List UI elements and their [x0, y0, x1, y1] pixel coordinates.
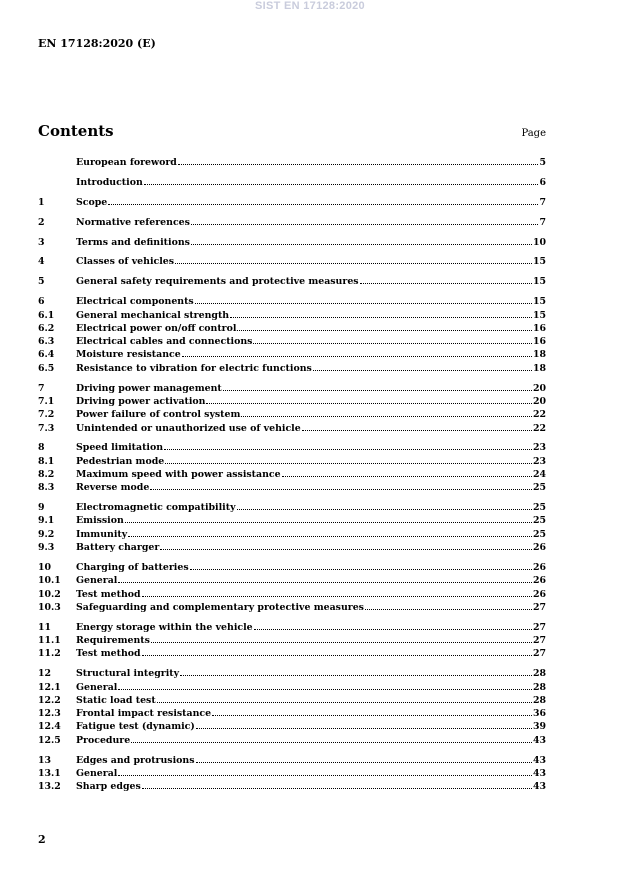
- toc-leader-dots: [157, 701, 532, 703]
- toc-entry[interactable]: [38, 574, 546, 587]
- toc-entry-number: 9: [38, 502, 45, 514]
- toc-entry-number: 9.2: [38, 528, 55, 540]
- toc-entry-title: Procedure: [76, 734, 131, 746]
- toc-entry-number: 6.5: [38, 362, 55, 374]
- toc-entry-page: 10: [532, 236, 546, 248]
- toc-leader-dots: [360, 282, 532, 284]
- toc-entry-title: Pedestrian mode: [76, 455, 165, 467]
- toc-entry-title: Electrical power on/off control: [76, 322, 237, 334]
- toc-entry-number: 9.1: [38, 515, 55, 527]
- toc-entry[interactable]: [38, 667, 546, 680]
- toc-leader-dots: [237, 508, 532, 510]
- toc-entry[interactable]: [38, 196, 546, 209]
- toc-entry-number: 8.1: [38, 455, 55, 467]
- toc-entry-number: 6.1: [38, 309, 55, 321]
- toc-entry-page: 36: [532, 708, 546, 720]
- toc-entry[interactable]: [38, 481, 546, 494]
- toc-entry-page: 18: [532, 349, 546, 361]
- toc-entry-page: 24: [532, 468, 546, 480]
- toc-leader-dots: [142, 787, 532, 789]
- toc-entry[interactable]: [38, 309, 546, 322]
- toc-entry-title: Moisture resistance: [76, 349, 181, 361]
- toc-entry[interactable]: [38, 295, 546, 308]
- toc-leader-dots: [178, 163, 539, 165]
- toc-entry-title: Maximum speed with power assistance: [76, 468, 281, 480]
- toc-leader-dots: [196, 761, 532, 763]
- toc-leader-dots: [142, 654, 532, 656]
- toc-entry-title: Speed limitation: [76, 442, 164, 454]
- toc-leader-dots: [118, 581, 532, 583]
- toc-entry-page: 28: [532, 668, 546, 680]
- toc-leader-dots: [191, 243, 532, 245]
- toc-entry[interactable]: [38, 255, 546, 268]
- toc-entry-number: 9.3: [38, 542, 55, 554]
- toc-entry[interactable]: [38, 422, 546, 435]
- toc-entry-page: 25: [532, 515, 546, 527]
- toc-entry-title: Emission: [76, 515, 124, 527]
- toc-entry-number: 5: [38, 276, 45, 288]
- toc-entry[interactable]: [38, 541, 546, 554]
- toc-entry-title: Safeguarding and complementary protective measures: [76, 601, 364, 613]
- toc-entry-title: Edges and protrusions: [76, 754, 195, 766]
- toc-entry[interactable]: [38, 176, 546, 189]
- toc-entry-title: Power failure of control system: [76, 409, 241, 421]
- toc-entry-page: 7: [539, 196, 546, 208]
- toc-leader-dots: [165, 462, 532, 464]
- toc-entry[interactable]: [38, 621, 546, 634]
- toc-entry-number: 6.2: [38, 322, 55, 334]
- toc-entry[interactable]: [38, 468, 546, 481]
- toc-leader-dots: [142, 595, 532, 597]
- toc-entry-title: Driving power activation: [76, 395, 206, 407]
- toc-leader-dots: [365, 608, 532, 610]
- toc-entry-number: 10.2: [38, 588, 61, 600]
- toc-entry-page: 23: [532, 442, 546, 454]
- toc-leader-dots: [237, 329, 532, 331]
- toc-entry-title: General mechanical strength: [76, 309, 230, 321]
- toc-entry[interactable]: [38, 707, 546, 720]
- toc-entry-title: Driving power management: [76, 382, 222, 394]
- toc-entry-page: 28: [532, 694, 546, 706]
- toc-entry[interactable]: [38, 275, 546, 288]
- toc-entry[interactable]: [38, 216, 546, 229]
- toc-leader-dots: [175, 262, 532, 264]
- toc-entry[interactable]: [38, 514, 546, 527]
- toc-entry[interactable]: [38, 335, 546, 348]
- toc-entry-title: Static load test: [76, 694, 156, 706]
- toc-entry-title: General: [76, 575, 118, 587]
- toc-entry-page: 26: [532, 588, 546, 600]
- page-number: 2: [38, 833, 46, 846]
- toc-leader-dots: [182, 355, 532, 357]
- toc-entry-page: 5: [539, 157, 546, 168]
- toc-entry[interactable]: [38, 720, 546, 733]
- toc-entry-page: 39: [532, 721, 546, 733]
- toc-leader-dots: [118, 688, 532, 690]
- toc-entry-number: 1: [38, 196, 45, 208]
- toc-entry-page: 20: [532, 395, 546, 407]
- toc-entry-title: Scope: [76, 196, 108, 208]
- toc-leader-dots: [190, 568, 532, 570]
- toc-entry-number: 4: [38, 256, 45, 268]
- toc-entry-number: 11: [38, 621, 52, 633]
- toc-entry-title: Sharp edges: [76, 781, 141, 793]
- toc-leader-dots: [118, 774, 532, 776]
- toc-entry-page: 15: [532, 256, 546, 268]
- toc-entry-number: 7.3: [38, 422, 55, 434]
- toc-entry-page: 22: [532, 409, 546, 421]
- toc-entry-title: Normative references: [76, 216, 190, 228]
- toc-entry-page: 22: [532, 422, 546, 434]
- toc-leader-dots: [223, 389, 532, 391]
- toc-entry[interactable]: [38, 767, 546, 780]
- toc-entry-page: 15: [532, 276, 546, 288]
- toc-entry[interactable]: [38, 681, 546, 694]
- toc-entry-title: Battery charger: [76, 542, 160, 554]
- toc-entry-number: 10: [38, 561, 52, 573]
- toc-entry[interactable]: [38, 348, 546, 361]
- toc-entry-number: 6.4: [38, 349, 55, 361]
- toc-entry-page: 15: [532, 309, 546, 321]
- toc-entry-page: 20: [532, 382, 546, 394]
- toc-entry[interactable]: [38, 382, 546, 395]
- toc-entry-title: Test method: [76, 648, 141, 660]
- toc-entry-title: Charging of batteries: [76, 561, 189, 573]
- toc-leader-dots: [164, 448, 532, 450]
- toc-entry-number: 12.1: [38, 681, 61, 693]
- toc-entry-page: 43: [532, 781, 546, 793]
- toc-entry[interactable]: [38, 395, 546, 408]
- toc-entry-page: 18: [532, 362, 546, 374]
- toc-entry-title: Electrical components: [76, 296, 194, 308]
- toc-leader-dots: [191, 223, 539, 225]
- toc-entry-page: 27: [532, 621, 546, 633]
- toc-entry-number: 8: [38, 442, 45, 454]
- toc-entry[interactable]: [38, 455, 546, 468]
- toc-entry-number: 6: [38, 296, 45, 308]
- toc-leader-dots: [180, 674, 532, 676]
- toc-entry-number: 8.2: [38, 468, 55, 480]
- toc-entry-title: European foreword: [76, 157, 177, 168]
- toc-entry-page: 26: [532, 542, 546, 554]
- watermark: SIST EN 17128:2020: [255, 0, 365, 12]
- toc-entry-title: Requirements: [76, 635, 150, 647]
- toc-entry-page: 25: [532, 482, 546, 494]
- toc-entry[interactable]: [38, 601, 546, 614]
- toc-entry-page: 27: [532, 601, 546, 613]
- toc-entry[interactable]: [38, 156, 546, 169]
- toc-entry-page: 15: [532, 296, 546, 308]
- toc-entry[interactable]: [38, 322, 546, 335]
- toc-entry[interactable]: [38, 647, 546, 660]
- toc-entry-title: Classes of vehicles: [76, 256, 175, 268]
- toc-entry-title: General: [76, 681, 118, 693]
- toc-leader-dots: [128, 535, 532, 537]
- toc-entry[interactable]: [38, 588, 546, 601]
- toc-entry-page: 16: [532, 336, 546, 348]
- toc-leader-dots: [302, 429, 532, 431]
- toc-entry[interactable]: [38, 528, 546, 541]
- toc-entry-title: General safety requirements and protective measures: [76, 276, 359, 288]
- toc-leader-dots: [125, 521, 532, 523]
- toc-entry[interactable]: [38, 408, 546, 421]
- toc-entry[interactable]: [38, 236, 546, 249]
- toc-entry-number: 12.5: [38, 734, 61, 746]
- toc-entry[interactable]: [38, 754, 546, 767]
- toc-entry-page: 43: [532, 754, 546, 766]
- toc-leader-dots: [254, 628, 532, 630]
- toc-entry-page: 43: [532, 767, 546, 779]
- toc-entry-page: 6: [539, 176, 546, 188]
- toc-entry-title: Frontal impact resistance: [76, 708, 212, 720]
- toc-entry-title: Electromagnetic compatibility: [76, 502, 236, 514]
- toc-entry-number: 7.2: [38, 409, 55, 421]
- toc-entry-page: 7: [539, 216, 546, 228]
- toc-entry-title: Immunity: [76, 528, 128, 540]
- toc-entry-number: 11.2: [38, 648, 61, 660]
- toc-leader-dots: [282, 475, 532, 477]
- toc-entry[interactable]: [38, 441, 546, 454]
- toc-entry-title: Electrical cables and connections: [76, 336, 253, 348]
- toc-leader-dots: [313, 369, 532, 371]
- toc-entry-title: Resistance to vibration for electric functions: [76, 362, 312, 374]
- toc-entry-number: 13: [38, 754, 52, 766]
- toc-entry-page: 26: [532, 561, 546, 573]
- toc-leader-dots: [230, 316, 532, 318]
- contents-heading: Contents: [38, 122, 114, 140]
- toc-leader-dots: [108, 203, 538, 205]
- toc-entry-number: 3: [38, 236, 45, 248]
- toc-entry-page: 27: [532, 648, 546, 660]
- toc-entry-number: 13.1: [38, 767, 61, 779]
- toc-entry-page: 43: [532, 734, 546, 746]
- toc-entry-title: Structural integrity: [76, 668, 180, 680]
- toc-leader-dots: [195, 302, 532, 304]
- toc-entry-number: 8.3: [38, 482, 55, 494]
- toc-entry[interactable]: [38, 561, 546, 574]
- toc-entry-title: Energy storage within the vehicle: [76, 621, 253, 633]
- toc-entry-number: 10.3: [38, 601, 61, 613]
- toc-entry[interactable]: [38, 362, 546, 375]
- toc-entry-page: 25: [532, 502, 546, 514]
- toc-leader-dots: [253, 342, 532, 344]
- toc-entry-number: 7: [38, 382, 45, 394]
- toc-entry[interactable]: [38, 780, 546, 793]
- toc-leader-dots: [144, 183, 539, 185]
- toc-entry-title: Introduction: [76, 176, 143, 188]
- toc-entry[interactable]: [38, 694, 546, 707]
- toc-entry-number: 7.1: [38, 395, 55, 407]
- toc-leader-dots: [150, 488, 532, 490]
- toc-entry-page: 16: [532, 322, 546, 334]
- toc-entry-number: 11.1: [38, 635, 61, 647]
- toc-entry-title: Unintended or unauthorized use of vehicle: [76, 422, 301, 434]
- toc-entry-number: 12.4: [38, 721, 61, 733]
- toc-entry-number: 13.2: [38, 781, 61, 793]
- toc-leader-dots: [196, 727, 532, 729]
- toc-leader-dots: [241, 415, 532, 417]
- document-id: EN 17128:2020 (E): [38, 37, 156, 50]
- table-of-contents: [38, 156, 546, 793]
- toc-entry-number: 2: [38, 216, 45, 228]
- toc-entry-title: Fatigue test (dynamic): [76, 721, 195, 733]
- toc-entry-page: 28: [532, 681, 546, 693]
- toc-leader-dots: [212, 714, 532, 716]
- toc-leader-dots: [160, 548, 532, 550]
- toc-leader-dots: [151, 641, 532, 643]
- toc-entry-number: 12.2: [38, 694, 61, 706]
- toc-leader-dots: [206, 402, 531, 404]
- toc-entry-title: Test method: [76, 588, 141, 600]
- toc-entry-title: Terms and definitions: [76, 236, 190, 248]
- toc-entry-page: 27: [532, 635, 546, 647]
- toc-entry-number: 6.3: [38, 336, 55, 348]
- toc-entry[interactable]: [38, 634, 546, 647]
- toc-entry-number: 12: [38, 668, 52, 680]
- toc-entry-title: General: [76, 767, 118, 779]
- toc-entry[interactable]: [38, 501, 546, 514]
- toc-entry-title: Reverse mode: [76, 482, 150, 494]
- toc-entry-page: 25: [532, 528, 546, 540]
- toc-entry-number: 12.3: [38, 708, 61, 720]
- page-column-label: Page: [521, 128, 546, 139]
- toc-leader-dots: [131, 741, 532, 743]
- toc-entry-page: 26: [532, 575, 546, 587]
- toc-entry-page: 23: [532, 455, 546, 467]
- toc-entry[interactable]: [38, 734, 546, 747]
- toc-entry-number: 10.1: [38, 575, 61, 587]
